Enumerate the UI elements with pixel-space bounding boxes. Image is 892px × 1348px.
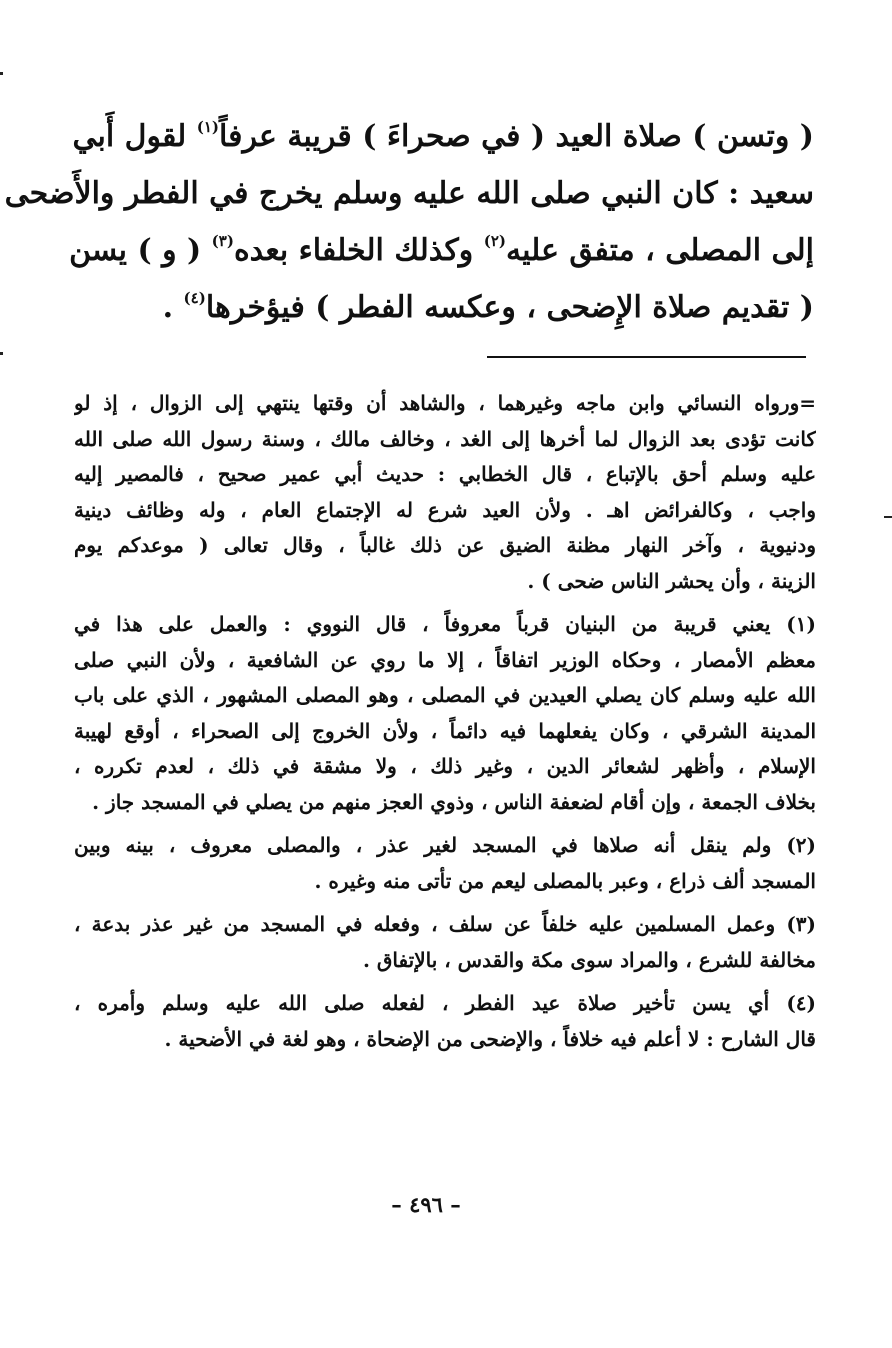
main-line-4: ( تقديم صلاة الإِضحى ، وعكسه الفطر ) فيؤخرها$^{(٤)}$ . <box>162 289 814 325</box>
footnote-1 <box>74 607 816 820</box>
main-line-2: سعيد : كان النبي صلى الله عليه وسلم يخرج في الفطر والأَضحى <box>4 176 814 211</box>
main-line-3: إلى المصلى ، متفق عليه$^{(٢)}$ وكذلك الخلفاء بعده$^{(٣)}$ ( و ) يسن <box>69 232 814 268</box>
footnote-ref-2[interactable]: (٢) <box>483 232 506 250</box>
footnote-line: المدينة الشرقي ، وكان يفعلهما فيه دائماً ، ولأن الخروج إلى الصحراء ، أوقع لهيبة <box>74 718 816 743</box>
footnote-line: =ورواه النسائي وابن ماجه وغيرهما ، والشاهد أن وقتها ينتهي إلى الزوال ، إذ لو <box>74 391 816 415</box>
footnote-line: كانت تؤدى بعد الزوال لما أخرها إلى الغد ، وخالف مالك ، وسنة رسول الله صلى الله <box>74 426 816 451</box>
footnote-line: (٣) وعمل المسلمين عليه خلفاً عن سلف ، وفعله في المسجد من غير عذر بدعة ، <box>74 912 816 936</box>
scan-mark-left <box>0 352 3 355</box>
scan-mark-top-left <box>0 72 3 75</box>
footnote-line: قال الشارح : لا أعلم فيه خلافاً ، والإضحى من الإضحاة ، وهو لغة في الأضحية . <box>164 1026 816 1051</box>
page-number: – ٤٩٦ – <box>391 1192 461 1217</box>
footnote-line: (٢) ولم ينقل أنه صلاها في المسجد لغير عذر ، والمصلى معروف ، بينه وبين <box>74 833 816 857</box>
footnote-line: مخالفة للشرع ، والمراد سوى مكة والقدس ، بالإتفاق . <box>362 947 816 972</box>
footnote-line: واجب ، وكالفرائض اهـ . ولأن العيد شرع له الإجتماع العام ، وله وظائف دينية <box>74 497 816 522</box>
footnote-line: الزينة ، وأن يحشر الناس ضحى ) . <box>527 568 816 593</box>
footnote-3 <box>74 907 816 978</box>
main-text <box>4 108 814 336</box>
main-line-1: ( وتسن ) صلاة العيد ( في صحراءَ ) قريبة عرفاً$^{(١)}$ لقول أَبي <box>72 118 814 154</box>
footnote-4 <box>74 986 816 1057</box>
footnote-line: الإسلام ، وأظهر لشعائر الدين ، وغير ذلك ، ولا مشقة في ذلك ، لعدم تكرره ، <box>74 754 816 778</box>
footnote-line: (١) يعني قريبة من البنيان قرباً معروفاً ، قال النووي : والعمل على هذا في <box>74 612 816 636</box>
footnote-line: عليه وسلم أحق بالإتباع ، قال الخطابي : حديث أبي عمير صحيح ، فالمصير إليه <box>74 462 816 486</box>
footnote-line: الله عليه وسلم كان يصلي العيدين في المصلى ، وهو المصلى المشهور ، الذي على باب <box>74 683 816 707</box>
footnote-ref-3[interactable]: (٣) <box>211 232 234 250</box>
footnote-ref-4[interactable]: (٤) <box>183 289 206 307</box>
footnote-2 <box>74 828 816 899</box>
footnote-line: معظم الأمصار ، وحكاه الوزير اتفاقاً ، إلا ما روي عن الشافعية ، ولأن النبي صلى <box>74 647 816 672</box>
footnote-line: المسجد ألف ذراع ، وعبر بالمصلى ليعم من تأتى منه وغيره . <box>314 868 816 893</box>
scan-mark-right <box>884 516 892 518</box>
footnote-ref-1[interactable]: (١) <box>196 118 219 136</box>
footnote-continuation <box>74 386 816 599</box>
footnote-line: ودنيوية ، وآخر النهار مظنة الضيق عن ذلك غالباً ، وقال تعالى ( موعدكم يوم <box>74 533 816 557</box>
footnote-divider <box>487 356 806 358</box>
footnote-line: (٤) أي يسن تأخير صلاة عيد الفطر ، لفعله صلى الله عليه وسلم وأمره ، <box>74 991 816 1015</box>
footnote-line: بخلاف الجمعة ، وإن أقام لضعفة الناس ، وذوي العجز منهم من يصلي في المسجد جاز . <box>92 789 816 814</box>
footnotes <box>74 386 816 1065</box>
